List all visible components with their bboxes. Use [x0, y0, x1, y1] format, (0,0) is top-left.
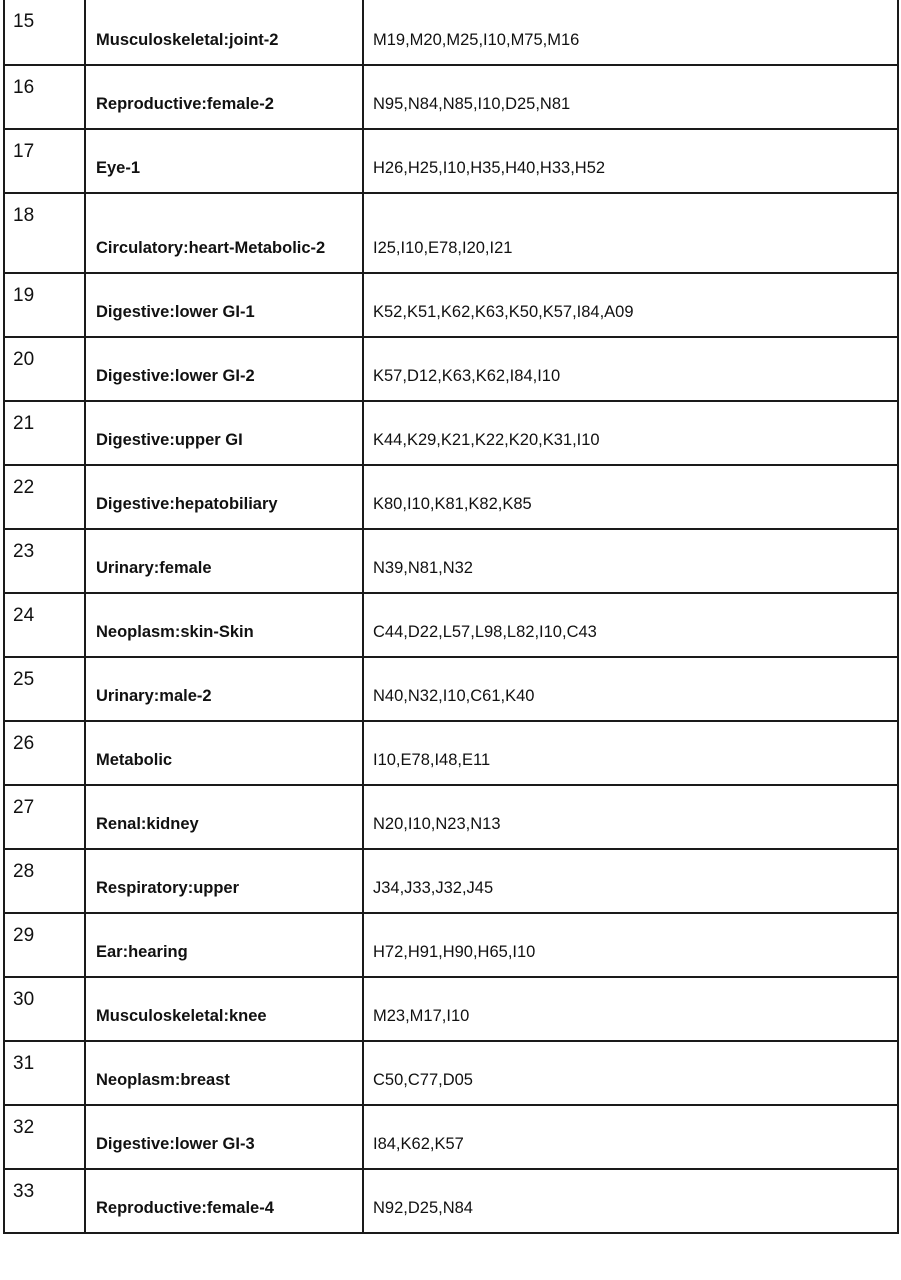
cluster-name: Eye-1 [96, 159, 141, 177]
row-number-cell [4, 849, 85, 913]
cluster-name-cell [85, 593, 363, 657]
row-number-cell [4, 593, 85, 657]
row-number-cell [4, 193, 85, 273]
cluster-name: Digestive:upper GI [96, 431, 243, 449]
row-number: 32 [13, 1117, 35, 1138]
row-number-cell [4, 0, 85, 65]
cluster-name: Digestive:lower GI-1 [96, 303, 255, 321]
cluster-name-cell [85, 913, 363, 977]
row-number-cell [4, 529, 85, 593]
row-number: 16 [13, 77, 35, 98]
table-row [4, 785, 898, 849]
icd-codes: K80,I10,K81,K82,K85 [373, 495, 532, 513]
cluster-name: Digestive:lower GI-3 [96, 1135, 255, 1153]
row-number: 18 [13, 205, 35, 226]
icd-codes-cell [363, 337, 898, 401]
icd-codes: N39,N81,N32 [373, 559, 473, 577]
cluster-name-cell [85, 977, 363, 1041]
table-row [4, 657, 898, 721]
row-number-cell [4, 1169, 85, 1233]
icd-codes-cell [363, 785, 898, 849]
icd-codes: K57,D12,K63,K62,I84,I10 [373, 367, 561, 385]
cluster-name-cell [85, 657, 363, 721]
cluster-name-cell [85, 1169, 363, 1233]
icd-codes: N92,D25,N84 [373, 1199, 473, 1217]
table-row [4, 65, 898, 129]
icd-codes-cell [363, 977, 898, 1041]
icd-codes: N95,N84,N85,I10,D25,N81 [373, 95, 571, 113]
row-number: 19 [13, 285, 35, 306]
icd-codes-cell [363, 913, 898, 977]
cluster-name: Renal:kidney [96, 815, 199, 833]
cluster-name-cell [85, 785, 363, 849]
table-row [4, 529, 898, 593]
row-number-cell [4, 401, 85, 465]
icd-codes-cell [363, 0, 898, 65]
cluster-name-cell [85, 529, 363, 593]
icd-codes-cell [363, 1041, 898, 1105]
row-number: 33 [13, 1181, 35, 1202]
row-number-cell [4, 465, 85, 529]
icd-codes: K44,K29,K21,K22,K20,K31,I10 [373, 431, 600, 449]
icd-codes: C44,D22,L57,L98,L82,I10,C43 [373, 623, 597, 641]
table-row [4, 273, 898, 337]
cluster-name: Reproductive:female-2 [96, 95, 274, 113]
row-number-cell [4, 1105, 85, 1169]
table-row [4, 721, 898, 785]
icd-codes: I10,E78,I48,E11 [373, 751, 491, 769]
icd-codes-cell [363, 1169, 898, 1233]
icd-codes-cell [363, 193, 898, 273]
row-number: 31 [13, 1053, 35, 1074]
disease-cluster-table [3, 0, 899, 1234]
icd-codes-cell [363, 1105, 898, 1169]
table-row [4, 849, 898, 913]
cluster-name: Circulatory:heart-Metabolic-2 [96, 239, 326, 257]
icd-codes: M19,M20,M25,I10,M75,M16 [373, 31, 580, 49]
icd-codes-cell [363, 129, 898, 193]
icd-codes-cell [363, 593, 898, 657]
cluster-name: Reproductive:female-4 [96, 1199, 274, 1217]
table-row [4, 129, 898, 193]
table-row [4, 977, 898, 1041]
cluster-name-cell [85, 721, 363, 785]
cluster-name: Urinary:female [96, 559, 212, 577]
cluster-name-cell [85, 129, 363, 193]
cluster-name: Neoplasm:skin-Skin [96, 623, 254, 641]
table-row [4, 401, 898, 465]
cluster-name: Digestive:lower GI-2 [96, 367, 255, 385]
row-number: 27 [13, 797, 35, 818]
icd-codes-cell [363, 657, 898, 721]
cluster-name-cell [85, 401, 363, 465]
icd-codes: C50,C77,D05 [373, 1071, 473, 1089]
table-row [4, 593, 898, 657]
cluster-name: Musculoskeletal:joint-2 [96, 31, 279, 49]
row-number: 22 [13, 477, 35, 498]
disease-cluster-table-container [3, 0, 897, 1234]
icd-codes: N20,I10,N23,N13 [373, 815, 501, 833]
cluster-name: Ear:hearing [96, 943, 188, 961]
row-number: 29 [13, 925, 35, 946]
row-number: 30 [13, 989, 35, 1010]
table-row [4, 913, 898, 977]
row-number-cell [4, 913, 85, 977]
table-row [4, 1169, 898, 1233]
row-number: 20 [13, 349, 35, 370]
row-number: 24 [13, 605, 35, 626]
icd-codes-cell [363, 529, 898, 593]
icd-codes: K52,K51,K62,K63,K50,K57,I84,A09 [373, 303, 634, 321]
icd-codes-cell [363, 849, 898, 913]
row-number-cell [4, 65, 85, 129]
row-number-cell [4, 977, 85, 1041]
cluster-name-cell [85, 1041, 363, 1105]
table-row [4, 465, 898, 529]
cluster-name-cell [85, 273, 363, 337]
row-number-cell [4, 337, 85, 401]
cluster-name-cell [85, 337, 363, 401]
cluster-name: Digestive:hepatobiliary [96, 495, 278, 513]
icd-codes-cell [363, 401, 898, 465]
table-row [4, 0, 898, 65]
icd-codes: M23,M17,I10 [373, 1007, 470, 1025]
icd-codes-cell [363, 721, 898, 785]
cluster-name-cell [85, 65, 363, 129]
row-number: 23 [13, 541, 35, 562]
table-row [4, 193, 898, 273]
cluster-name-cell [85, 193, 363, 273]
row-number: 21 [13, 413, 35, 434]
row-number-cell [4, 129, 85, 193]
row-number-cell [4, 273, 85, 337]
cluster-name: Metabolic [96, 751, 173, 769]
icd-codes: N40,N32,I10,C61,K40 [373, 687, 535, 705]
cluster-name: Neoplasm:breast [96, 1071, 230, 1089]
icd-codes-cell [363, 65, 898, 129]
table-body [4, 0, 898, 1233]
icd-codes: H72,H91,H90,H65,I10 [373, 943, 536, 961]
row-number-cell [4, 1041, 85, 1105]
row-number-cell [4, 785, 85, 849]
table-row [4, 1105, 898, 1169]
icd-codes: J34,J33,J32,J45 [373, 879, 494, 897]
row-number: 25 [13, 669, 35, 690]
icd-codes: I84,K62,K57 [373, 1135, 464, 1153]
cluster-name-cell [85, 849, 363, 913]
row-number: 26 [13, 733, 35, 754]
cluster-name-cell [85, 465, 363, 529]
cluster-name: Musculoskeletal:knee [96, 1007, 267, 1025]
icd-codes: I25,I10,E78,I20,I21 [373, 239, 513, 257]
cluster-name: Urinary:male-2 [96, 687, 212, 705]
cluster-name: Respiratory:upper [96, 879, 240, 897]
icd-codes-cell [363, 273, 898, 337]
icd-codes: H26,H25,I10,H35,H40,H33,H52 [373, 159, 606, 177]
icd-codes-cell [363, 465, 898, 529]
cluster-name-cell [85, 1105, 363, 1169]
cluster-name-cell [85, 0, 363, 65]
row-number-cell [4, 721, 85, 785]
row-number-cell [4, 657, 85, 721]
table-row [4, 1041, 898, 1105]
row-number: 28 [13, 861, 35, 882]
table-row [4, 337, 898, 401]
row-number: 15 [13, 11, 35, 32]
row-number: 17 [13, 141, 35, 162]
